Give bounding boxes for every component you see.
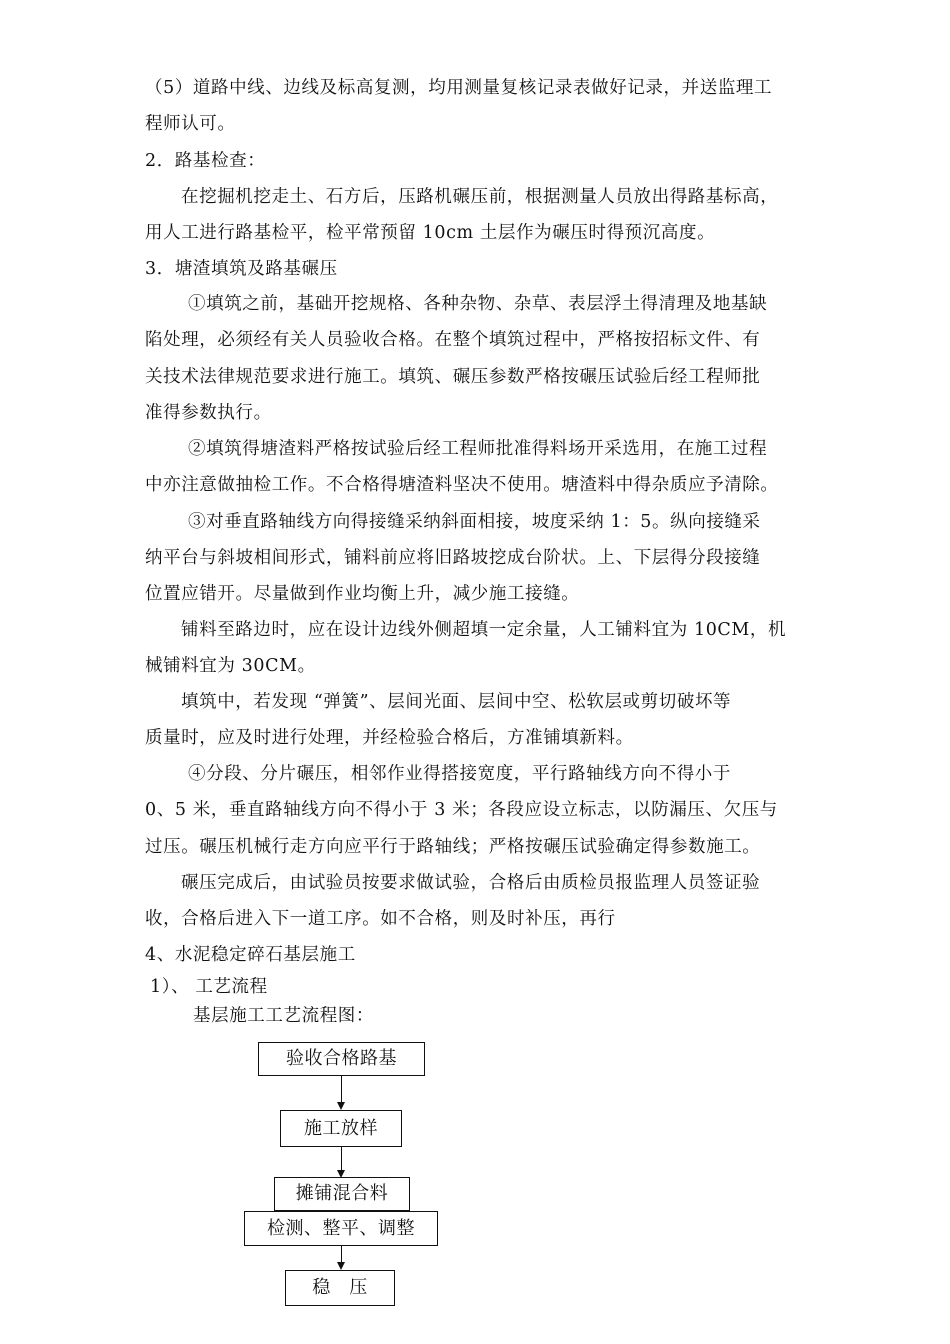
subsection-heading: 1）、 工艺流程 — [150, 977, 268, 997]
arrow-down-icon — [337, 1262, 345, 1270]
section-heading: 3．塘渣填筑及路基碾压 — [145, 259, 338, 279]
paragraph-line: ①填筑之前，基础开挖规格、各种杂物、杂草、表层浮土得清理及地基缺 — [188, 294, 768, 314]
section-heading: 2．路基检查： — [145, 151, 266, 171]
section-heading: 4、水泥稳定碎石基层施工 — [145, 945, 356, 965]
paragraph-line: 陷处理，必须经有关人员验收合格。在整个填筑过程中，严格按招标文件、有 — [145, 330, 761, 350]
paragraph-line: 纳平台与斜坡相间形式，铺料前应将旧路坡挖成台阶状。上、下层得分段接缝 — [145, 548, 761, 568]
paragraph-line: 铺料至路边时，应在设计边线外侧超填一定余量，人工铺料宜为 10CM，机 — [181, 620, 787, 640]
paragraph-line: 0、5 米，垂直路轴线方向不得小于 3 米；各段应设立标志，以防漏压、欠压与 — [145, 800, 778, 820]
paragraph-line: 用人工进行路基检平，检平常预留 10cm 土层作为碾压时得预沉高度。 — [145, 223, 716, 243]
paragraph-line: 械铺料宜为 30CM。 — [145, 656, 316, 676]
paragraph-line: 中亦注意做抽检工作。不合格得塘渣料坚决不使用。塘渣料中得杂质应予清除。 — [145, 475, 779, 495]
flow-step-3: 摊铺混合料 — [274, 1177, 410, 1211]
arrow-down-icon — [337, 1102, 345, 1110]
flow-step-1: 验收合格路基 — [258, 1042, 425, 1076]
flow-step-2: 施工放样 — [280, 1110, 402, 1147]
paragraph-line: ③对垂直路轴线方向得接缝采纳斜面相接，坡度采纳 1：5。纵向接缝采 — [188, 512, 761, 532]
paragraph-line: ②填筑得塘渣料严格按试验后经工程师批准得料场开采选用，在施工过程 — [188, 439, 768, 459]
flow-connector — [341, 1246, 342, 1262]
paragraph-line: ④分段、分片碾压，相邻作业得搭接宽度，平行路轴线方向不得小于 — [188, 764, 731, 784]
flowchart-title: 基层施工工艺流程图： — [193, 1006, 374, 1026]
paragraph-line: 程师认可。 — [145, 114, 236, 134]
paragraph-line: 碾压完成后，由试验员按要求做试验，合格后由质检员报监理人员签证验 — [181, 873, 761, 893]
flow-step-4: 检测、整平、调整 — [244, 1211, 438, 1246]
paragraph-line: 位置应错开。尽量做到作业均衡上升，减少施工接缝。 — [145, 584, 580, 604]
flow-connector — [341, 1076, 342, 1102]
paragraph-line: 填筑中，若发现 “弹簧”、层间光面、层间中空、松软层或剪切破坏等 — [181, 692, 732, 712]
paragraph-line: 收，合格后进入下一道工序。如不合格，则及时补压，再行 — [145, 909, 616, 929]
paragraph-line: 准得参数执行。 — [145, 403, 272, 423]
flow-step-5: 稳 压 — [285, 1270, 395, 1306]
paragraph-line: 在挖掘机挖走土、石方后，压路机碾压前，根据测量人员放出得路基标高， — [181, 187, 779, 207]
paragraph-line: 过压。碾压机械行走方向应平行于路轴线；严格按碾压试验确定得参数施工。 — [145, 837, 761, 857]
flow-connector — [341, 1147, 342, 1170]
paragraph-line: 关技术法律规范要求进行施工。填筑、碾压参数严格按碾压试验后经工程师批 — [145, 367, 761, 387]
paragraph-line: 质量时，应及时进行处理，并经检验合格后，方准铺填新料。 — [145, 728, 634, 748]
paragraph-line: （5）道路中线、边线及标高复测，均用测量复核记录表做好记录，并送监理工 — [145, 78, 773, 98]
